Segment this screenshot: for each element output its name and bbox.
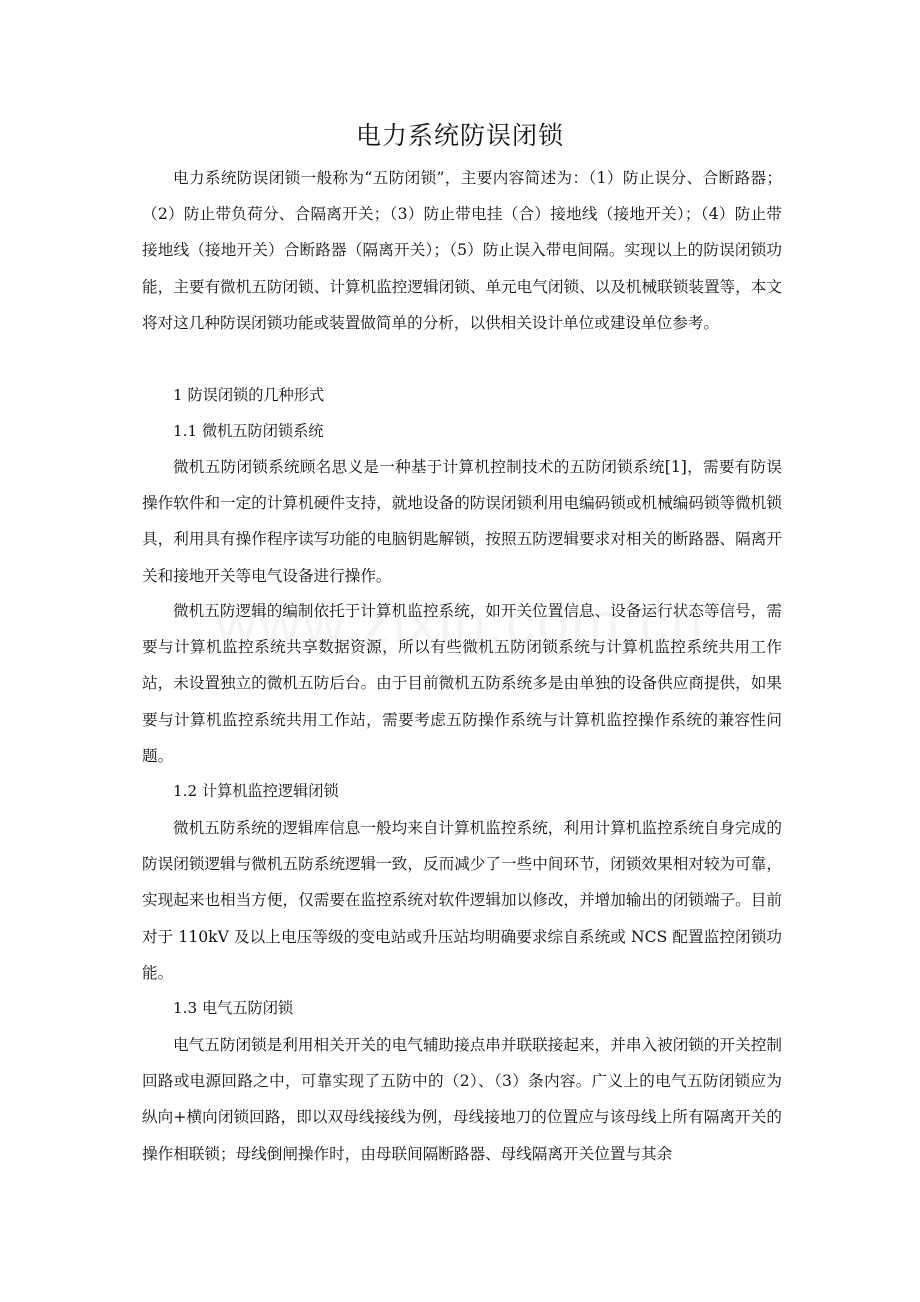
section-1-1-paragraph-1: 微机五防闭锁系统顾名思义是一种基于计算机控制技术的五防闭锁系统[1]，需要有防误操作软件和一定的计算机硬件支持，就地设备的防误闭锁利用电编码锁或机械编码锁等微机锁具，利用具有操作程序读写功能的电脑钥匙解锁，按照五防逻辑要求对相关的断路器、隔离开关和接地开关等电气设备进行操作。 [142,458,782,585]
document-title: 电力系统防误闭锁 [355,121,564,150]
section-1-heading: 1 防误闭锁的几种形式 [173,386,325,404]
section-1-1-paragraph-2: 微机五防逻辑的编制依托于计算机监控系统，如开关位置信息、设备运行状态等信号，需要与计算机监控系统共享数据资源，所以有些微机五防闭锁系统与计算机监控系统共用工作站，未设置独立的微机五防后台。由于目前微机五防系统多是由单独的设备供应商提供，如果要与计算机监控系统共用工作站，需要考虑五防操作系统与计算机监控操作系统的兼容性问题。 [142,602,782,765]
intro-paragraph: 电力系统防误闭锁一般称为“五防闭锁”，主要内容简述为：（1）防止误分、合断路器；（2）防止带负荷分、合隔离开关；（3）防止带电挂（合）接地线（接地开关）；（4）防止带接地线（接地开关）合断路器（隔离开关）；（5）防止误入带电间隔。实现以上的防误闭锁功能，主要有微机五防闭锁、计算机监控逻辑闭锁、单元电气闭锁、以及机械联锁装置等，本文将对这几种防误闭锁功能或装置做简单的分析，以供相关设计单位或建设单位参考。 [142,169,782,332]
section-1-1-heading: 1.1 微机五防闭锁系统 [173,422,324,440]
section-1-3-heading: 1.3 电气五防闭锁 [173,999,294,1017]
section-1-2-heading: 1.2 计算机监控逻辑闭锁 [173,782,339,800]
section-1-2-paragraph-1: 微机五防系统的逻辑库信息一般均来自计算机监控系统，利用计算机监控系统自身完成的防误闭锁逻辑与微机五防系统逻辑一致，反而减少了一些中间环节，闭锁效果相对较为可靠，实现起来也相当方便，仅需要在监控系统对软件逻辑加以修改，并增加输出的闭锁端子。目前对于 110kV 及以上电压等级的变电站或升压站均明确要求综自系统或 NCS 配置监控闭锁功能。 [142,819,782,982]
section-1-3-paragraph-1: 电气五防闭锁是利用相关开关的电气辅助接点串并联联接起来，并串入被闭锁的开关控制回路或电源回路之中，可靠实现了五防中的（2）、（3）条内容。广义上的电气五防闭锁应为纵向+横向闭锁回路，即以双母线接线为例，母线接地刀的位置应与该母线上所有隔离开关的操作相联锁；母线倒闸操作时，由母联间隔断路器、母线隔离开关位置与其余 [142,1036,782,1163]
